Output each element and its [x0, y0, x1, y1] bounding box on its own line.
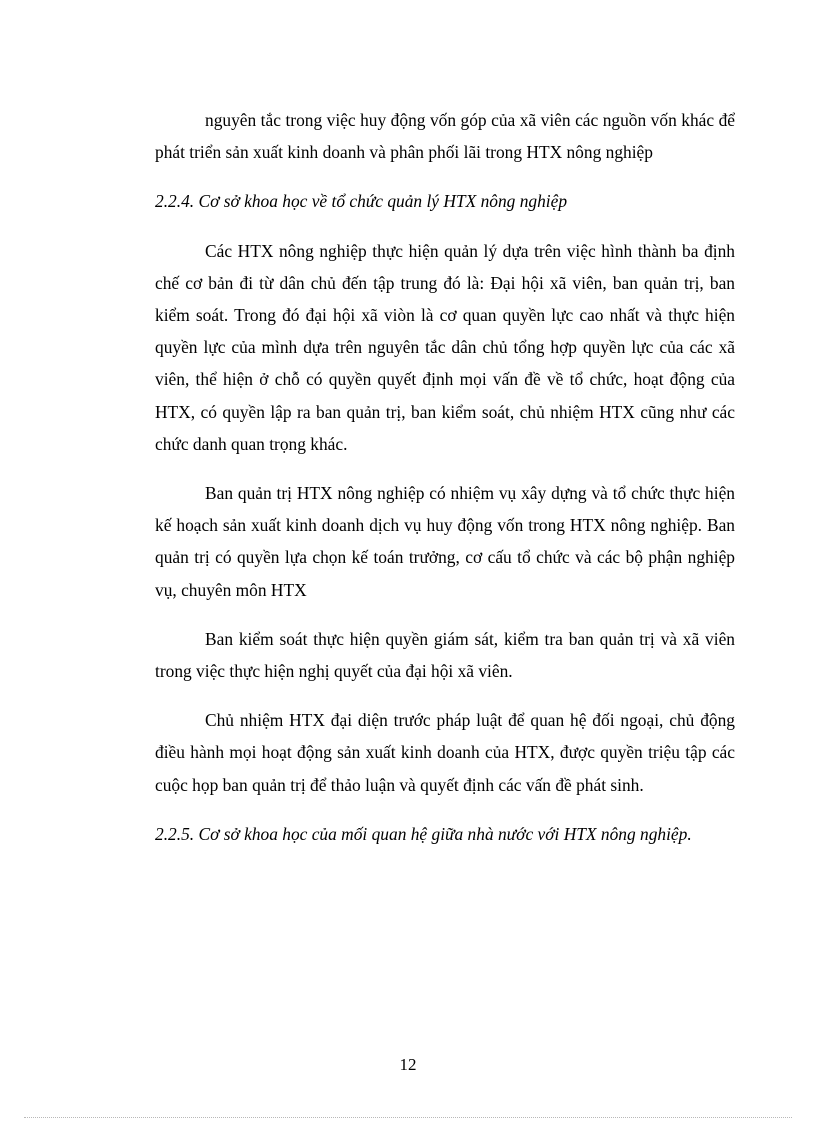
paragraph-board-of-management: Ban quản trị HTX nông nghiệp có nhiệm vụ xây dựng và tổ chức thực hiện kế hoạch sản xuất kinh doanh dịch vụ huy động vốn trong HTX nông nghiệp. Ban quản trị có quyền lựa chọn kế toán trưởng, cơ cấu tổ chức và các bộ phận nghiệp vụ, chuyên môn HTX — [155, 483, 735, 600]
paragraph-intro: nguyên tắc trong việc huy động vốn góp của xã viên các nguồn vốn khác để phát triển sản xuất kinh doanh và phân phối lãi trong HTX nông nghiệp — [155, 110, 735, 163]
paragraph-supervisory-board: Ban kiểm soát thực hiện quyền giám sát, kiểm tra ban quản trị và xã viên trong việc thực hiện nghị quyết của đại hội xã viên. — [155, 628, 735, 682]
page-number: 12 — [399, 1055, 417, 1074]
page-content — [155, 104, 735, 867]
paragraph-management-structure: Các HTX nông nghiệp thực hiện quản lý dựa trên việc hình thành ba định chế cơ bản đi từ dân chủ đến tập trung đó là: Đại hội xã viên, ban quản trị, ban kiểm soát. Trong đó đại hội xã viòn là cơ quan quyền lực cao nhất và thực hiện quyền lực của mình dựa trên nguyên tắc dân chủ tổng hợp quyền lực của các xã viên, thể hiện ở chỗ có quyền quyết định mọi vấn đề về tổ chức, hoạt động của HTX, có quyền lập ra ban quản trị, ban kiểm soát, chủ nhiệm HTX cũng như các chức danh quan trọng khác. — [155, 240, 735, 454]
paragraph-chairman: Chủ nhiệm HTX đại diện trước pháp luật để quan hệ đối ngoại, chủ động điều hành mọi hoạt động sản xuất kinh doanh của HTX, được quyền triệu tập các cuộc họp ban quản trị để thảo luận và quyết định các vấn đề phát sinh. — [155, 710, 735, 795]
section-heading-2-2-4: 2.2.4. Cơ sở khoa học về tổ chức quản lý HTX nông nghiệp — [155, 191, 568, 212]
section-heading-2-2-5: 2.2.5. Cơ sở khoa học của mối quan hệ giữa nhà nước với HTX nông nghiệp. — [155, 823, 692, 844]
page-bottom-border — [24, 1117, 792, 1118]
